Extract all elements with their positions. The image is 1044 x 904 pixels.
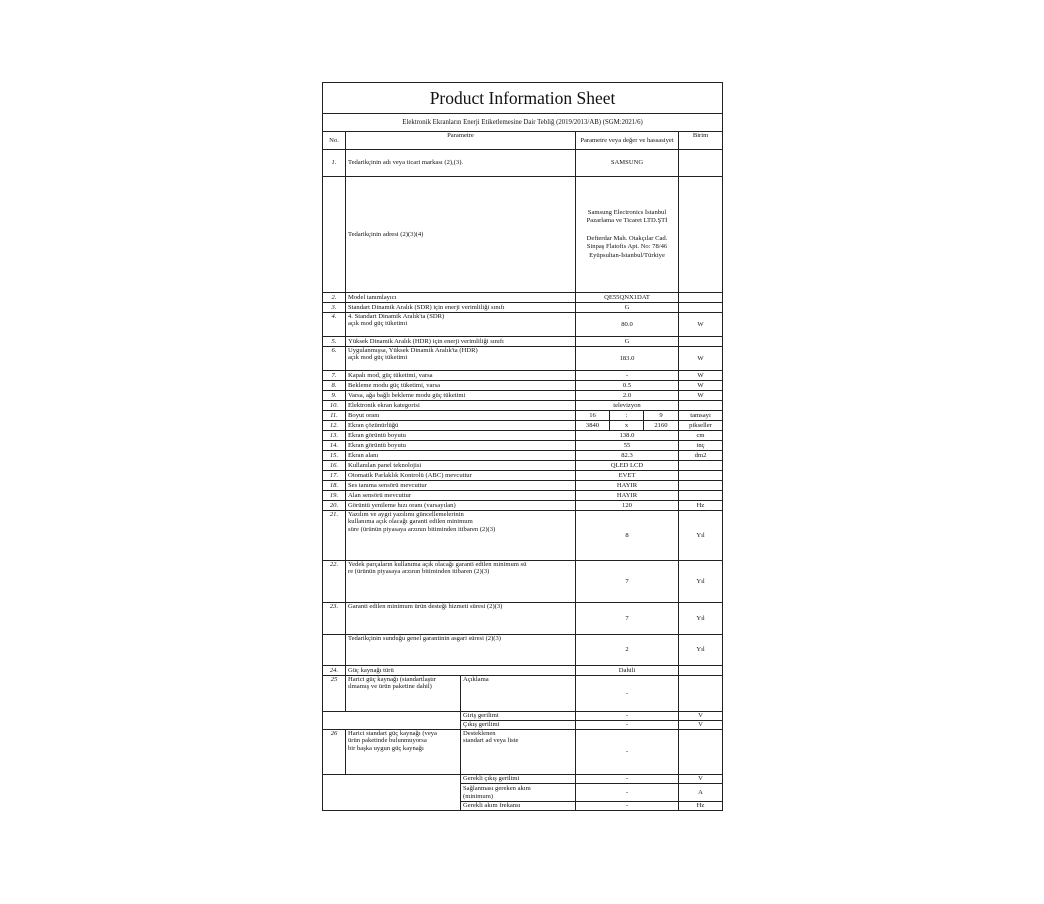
row-value: G — [576, 303, 679, 313]
supplier-address — [576, 177, 679, 293]
row-no: 17. — [323, 471, 346, 481]
param-line: re (ürünün piyasaya arzının bitiminden itibaren (2)(3) — [348, 568, 490, 576]
row-value: 183.0 — [576, 347, 679, 371]
row-unit — [679, 491, 723, 501]
row-param: Model tanımlayıcı — [346, 293, 576, 303]
row-unit: V — [679, 721, 723, 730]
row-no: 18. — [323, 481, 346, 491]
table-row — [323, 371, 723, 381]
row-param — [346, 730, 461, 775]
row-param — [346, 313, 576, 337]
row-unit: Hz — [679, 802, 723, 811]
column-header-row — [323, 132, 723, 150]
col-no-header: No. — [323, 132, 346, 150]
col-value-header: Parametre veya değer ve hassasiyet — [576, 132, 679, 150]
row-unit: Yıl — [679, 635, 723, 666]
table-row — [323, 666, 723, 676]
row-unit: inç — [679, 441, 723, 451]
table-row — [323, 337, 723, 347]
row-unit: pikseller — [679, 421, 723, 431]
subparam-line: (minimum) — [463, 792, 494, 800]
row-param: Ekran görüntü boyutu — [346, 441, 576, 451]
param-line: Harici standart güç kaynağı (veya — [348, 730, 437, 737]
table-row — [323, 511, 723, 561]
row-value: 138.0 — [576, 431, 679, 441]
table-row — [323, 712, 723, 721]
row-unit: Hz — [679, 501, 723, 511]
row-param: Elektronik ekran kategorisi — [346, 401, 576, 411]
row-unit — [679, 293, 723, 303]
row-param: Yüksek Dinamik Aralık (HDR) için enerji verimliliği sınıfı — [346, 337, 576, 347]
row-no: 3. — [323, 303, 346, 313]
row-value: 7 — [576, 603, 679, 635]
row-unit — [679, 471, 723, 481]
address-line: Pazarlama ve Ticaret LTD.ŞTİ — [586, 217, 668, 225]
row-value: - — [576, 730, 679, 775]
row-no: 12. — [323, 421, 346, 431]
table-row — [323, 481, 723, 491]
row-param: Tedarikçinin adresi (2)(3)(4) — [346, 177, 576, 293]
row-unit — [679, 177, 723, 293]
row-unit: A — [679, 784, 723, 802]
row-unit — [679, 481, 723, 491]
address-line: Eyüpsultan-İstanbul/Türkiye — [589, 251, 665, 259]
table-row — [323, 303, 723, 313]
row-param: Görüntü yenileme hızı oranı (varsayılan) — [346, 501, 576, 511]
row-no: 25 — [323, 676, 346, 712]
table-row — [323, 150, 723, 177]
row-param — [346, 561, 576, 603]
row-value: 2.0 — [576, 391, 679, 401]
row-no: 23. — [323, 603, 346, 635]
table-row — [323, 461, 723, 471]
row-subparam — [461, 784, 576, 802]
row-unit — [679, 666, 723, 676]
row-no — [323, 177, 346, 293]
row-subparam: Çıkış gerilimi — [461, 721, 576, 730]
param-line: kullanıma açık olacağı garanti edilen minimum — [348, 518, 473, 526]
row-unit: W — [679, 381, 723, 391]
row-value: 8 — [576, 511, 679, 561]
row-no: 20. — [323, 501, 346, 511]
param-line: Yazılım ve aygıt yazılımı güncellemelerinin — [348, 511, 464, 518]
info-table — [322, 82, 723, 811]
table-row — [323, 431, 723, 441]
param-line: Uygulanmışsa, Yüksek Dinamik Aralık'ta (HDR) — [348, 347, 478, 354]
row-unit: V — [679, 775, 723, 784]
row-subparam: Giriş gerilimi — [461, 712, 576, 721]
table-row — [323, 293, 723, 303]
param-line: Yedek parçaların kullanıma açık olacağı garanti edilen minimum sü — [348, 561, 527, 568]
col-param-header: Parametre — [346, 132, 576, 150]
row-value: televizyon — [576, 401, 679, 411]
row-no: 19. — [323, 491, 346, 501]
row-param: Boyut oranı — [346, 411, 576, 421]
row-no: 14. — [323, 441, 346, 451]
row-value: 82.3 — [576, 451, 679, 461]
table-row — [323, 491, 723, 501]
table-row — [323, 347, 723, 371]
row-no: 22. — [323, 561, 346, 603]
row-no: 16. — [323, 461, 346, 471]
row-param: Otomatik Parlaklık Kontrolü (ABC) mevcuttur — [346, 471, 576, 481]
resolution-width: 3840 — [576, 421, 610, 431]
row-unit: V — [679, 712, 723, 721]
table-row — [323, 177, 723, 293]
address-line: Defterdar Mah. Otakçılar Cad. — [586, 234, 668, 242]
row-param: Ekran görüntü boyutu — [346, 431, 576, 441]
row-value: - — [576, 802, 679, 811]
row-param: Standart Dinamik Aralık (SDR) için enerji verimliliği sınıfı — [346, 303, 576, 313]
row-param: Tedarikçinin sunduğu genel garantinin asgari süresi (2)(3) — [346, 635, 576, 666]
row-unit: tamsayı — [679, 411, 723, 421]
table-row — [323, 401, 723, 411]
table-row — [323, 471, 723, 481]
param-line: ürün paketinde bulunmuyorsa — [348, 737, 427, 745]
product-information-sheet — [322, 82, 722, 811]
row-no: 10. — [323, 401, 346, 411]
row-param — [346, 511, 576, 561]
row-no: 4. — [323, 313, 346, 337]
row-no: 2. — [323, 293, 346, 303]
row-value: QE55QNX1DAT — [576, 293, 679, 303]
row-value: - — [576, 712, 679, 721]
empty-cell — [323, 712, 461, 730]
row-value: HAYIR — [576, 481, 679, 491]
table-row — [323, 775, 723, 784]
param-line: açık mod güç tüketimi — [348, 354, 408, 362]
row-value: - — [576, 371, 679, 381]
subparam-line: standart ad veya liste — [463, 737, 519, 745]
table-row — [323, 421, 723, 431]
param-line: Harici güç kaynağı (standartlaştır — [348, 676, 437, 683]
ratio-separator: : — [610, 411, 644, 421]
row-param: Ekran alanı — [346, 451, 576, 461]
param-line: açık mod güç tüketimi — [348, 320, 408, 328]
row-unit: W — [679, 347, 723, 371]
resolution-height: 2160 — [644, 421, 679, 431]
row-unit: W — [679, 391, 723, 401]
row-subparam: Gerekli çıkış gerilimi — [461, 775, 576, 784]
row-no: 8. — [323, 381, 346, 391]
table-row — [323, 676, 723, 712]
row-unit: dm2 — [679, 451, 723, 461]
row-param: Ses tanıma sensörü mevcuttur — [346, 481, 576, 491]
table-row — [323, 561, 723, 603]
regulation-subtitle: Elektronik Ekranların Enerji Etiketlemesine Dair Tebliğ (2019/2013/AB) (SGM:2021/6) — [323, 114, 723, 132]
resolution-separator: x — [610, 421, 644, 431]
col-unit-header: Birim — [679, 132, 723, 150]
row-unit — [679, 150, 723, 177]
param-line: 4. Standart Dinamik Aralık'ta (SDR) — [348, 313, 445, 320]
row-unit — [679, 401, 723, 411]
row-param: Tedarikçinin adı veya ticari markası (2),(3). — [346, 150, 576, 177]
row-unit — [679, 730, 723, 775]
row-value: 80.0 — [576, 313, 679, 337]
row-param: Ekran çözünürlüğü — [346, 421, 576, 431]
row-param: Varsa, ağa bağlı bekleme modu güç tüketimi — [346, 391, 576, 401]
row-param — [346, 676, 461, 712]
param-line: ılmamış ve ürün paketine dahil) — [348, 683, 432, 691]
row-unit — [679, 676, 723, 712]
row-no: 5. — [323, 337, 346, 347]
subtitle-row — [323, 114, 723, 132]
row-param: Kullanılan panel teknolojisi — [346, 461, 576, 471]
row-param — [346, 347, 576, 371]
row-value: - — [576, 676, 679, 712]
row-param: Güç kaynağı türü — [346, 666, 576, 676]
row-param: Kapalı mod, güç tüketimi, varsa — [346, 371, 576, 381]
row-value: SAMSUNG — [576, 150, 679, 177]
row-param: Bekleme modu güç tüketimi, varsa — [346, 381, 576, 391]
row-no: 13. — [323, 431, 346, 441]
address-line: Samsung Electronics İstanbul — [587, 208, 667, 216]
row-value: HAYIR — [576, 491, 679, 501]
param-line: bir başka uygun güç kaynağı — [348, 744, 424, 752]
row-unit: Yıl — [679, 511, 723, 561]
title-row — [323, 83, 723, 114]
row-no: 21. — [323, 511, 346, 561]
row-unit: Yıl — [679, 561, 723, 603]
table-row — [323, 635, 723, 666]
row-no: 1. — [323, 150, 346, 177]
row-no: 15. — [323, 451, 346, 461]
row-value: 2 — [576, 635, 679, 666]
empty-cell — [323, 775, 461, 811]
table-row — [323, 391, 723, 401]
table-row — [323, 730, 723, 775]
page-title: Product Information Sheet — [323, 83, 723, 114]
row-no: 9. — [323, 391, 346, 401]
row-value: Dahili — [576, 666, 679, 676]
subparam-line: Desteklenen — [463, 730, 496, 737]
row-value: QLED LCD — [576, 461, 679, 471]
table-row — [323, 603, 723, 635]
row-subparam: Gerekli akım frekansı — [461, 802, 576, 811]
ratio-width: 16 — [576, 411, 610, 421]
table-row — [323, 441, 723, 451]
subparam-line: Sağlanması gereken akım — [463, 785, 531, 793]
row-value: EVET — [576, 471, 679, 481]
row-no: 6. — [323, 347, 346, 371]
row-no: 26 — [323, 730, 346, 775]
ratio-height: 9 — [644, 411, 679, 421]
row-value: - — [576, 784, 679, 802]
row-value: 0.5 — [576, 381, 679, 391]
address-line: Sinpaş Flatofis Apt. No: 78/46 — [586, 243, 668, 251]
row-value: - — [576, 775, 679, 784]
param-line: süre (ürünün piyasaya arzının bitiminden itibaren (2)(3) — [348, 525, 496, 533]
row-value: 55 — [576, 441, 679, 451]
row-unit: Yıl — [679, 603, 723, 635]
row-no: 7. — [323, 371, 346, 381]
row-no: 11. — [323, 411, 346, 421]
row-subparam: Açıklama — [461, 676, 576, 712]
row-param: Alan sensörü mevcuttur — [346, 491, 576, 501]
row-unit: cm — [679, 431, 723, 441]
row-unit: W — [679, 371, 723, 381]
table-row — [323, 381, 723, 391]
row-value: 7 — [576, 561, 679, 603]
row-no — [323, 635, 346, 666]
row-subparam — [461, 730, 576, 775]
row-unit — [679, 461, 723, 471]
table-row — [323, 501, 723, 511]
row-unit — [679, 337, 723, 347]
row-no: 24. — [323, 666, 346, 676]
row-value: 120 — [576, 501, 679, 511]
table-row — [323, 313, 723, 337]
row-unit: W — [679, 313, 723, 337]
row-unit — [679, 303, 723, 313]
row-value: G — [576, 337, 679, 347]
row-value: - — [576, 721, 679, 730]
row-param: Garanti edilen minimum ürün desteği hizmeti süresi (2)(3) — [346, 603, 576, 635]
table-row — [323, 411, 723, 421]
table-row — [323, 451, 723, 461]
